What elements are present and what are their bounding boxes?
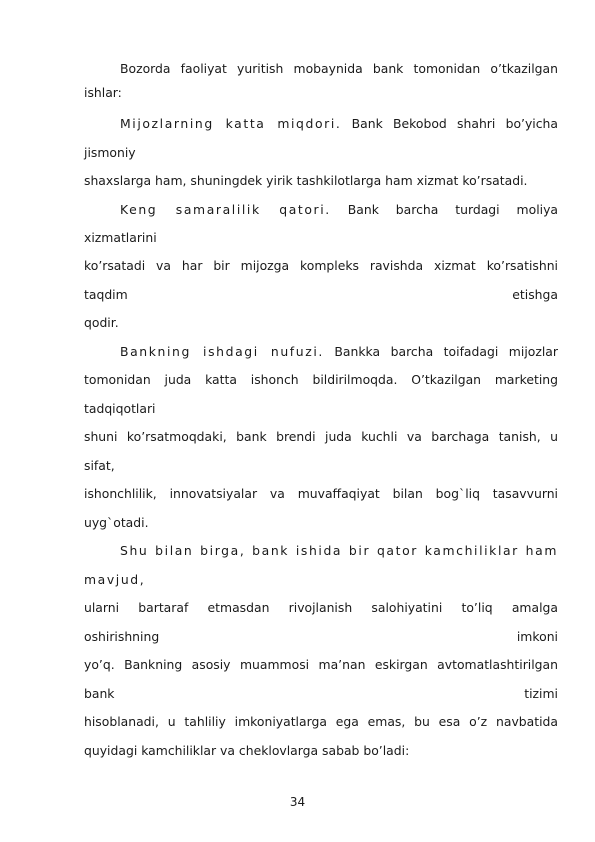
text-line: yo’q. Bankning asosiy muammosi ma’nan eskirgan avtomatlashtirilgan [84,657,558,672]
text-line: tomonidan juda katta ishonch bildirilmoqda. O’tkazilgan marketing [84,372,558,387]
text-line: bank tizimi [84,686,558,701]
text-line: ko’rsatadi va har bir mijozga kompleks ravishda xizmat ko’rsatishni [84,258,558,273]
text-line: mavjud, [84,572,146,587]
text-line: sifat, [84,458,115,473]
text-line: Bankning ishdagi nufuzi. Bankka barcha toifadagi mijozlar [120,344,558,359]
paragraph-heading: Mijozlarning katta miqdori. [120,116,342,131]
text-line: uyg`otadi. [84,515,149,530]
text-line: tadqiqotlari [84,401,156,416]
text-line: hisoblanadi, u tahliliy imkoniyatlarga ega emas, bu esa o’z navbatida [84,714,558,729]
text-line: taqdim etishga [84,287,558,302]
page-number: 34 [289,795,306,809]
text-line: qodir. [84,315,119,330]
paragraph-heading: Shu bilan birga, bank ishida bir qator kamchiliklar ham [120,543,558,558]
text-line: Mijozlarning katta miqdori. Bank Bekobod shahri bo’yicha [120,116,558,131]
text-line: shaxslarga ham, shuningdek yirik tashkilotlarga ham xizmat ko’rsatadi. [84,173,528,188]
text-line: ishonchlilik, innovatsiyalar va muvaffaqiyat bilan bog`liq tasavvurni [84,486,558,501]
text-line: Keng samaralilik qatori. Bank barcha turdagi moliya [120,202,558,217]
text-line: jismoniy [84,145,136,160]
text-line: xizmatlarini [84,230,157,245]
text-line: quyidagi kamchiliklar va cheklovlarga sabab bo’ladi: [84,743,410,758]
paragraph-heading: Bankning ishdagi nufuzi. [120,344,324,359]
text-line: Bozorda faoliyat yuritish mobaynida bank tomonidan o’tkazilgan [120,61,558,76]
text-line: ularni bartaraf etmasdan rivojlanish salohiyatini to’liq amalga [84,600,558,615]
text-line: shuni ko’rsatmoqdaki, bank brendi juda kuchli va barchaga tanish, u [84,429,558,444]
text-line: ishlar: [84,85,122,100]
paragraph-heading: Keng samaralilik qatori. [120,202,331,217]
text-line: oshirishning imkoni [84,629,558,644]
text-line [120,540,558,562]
